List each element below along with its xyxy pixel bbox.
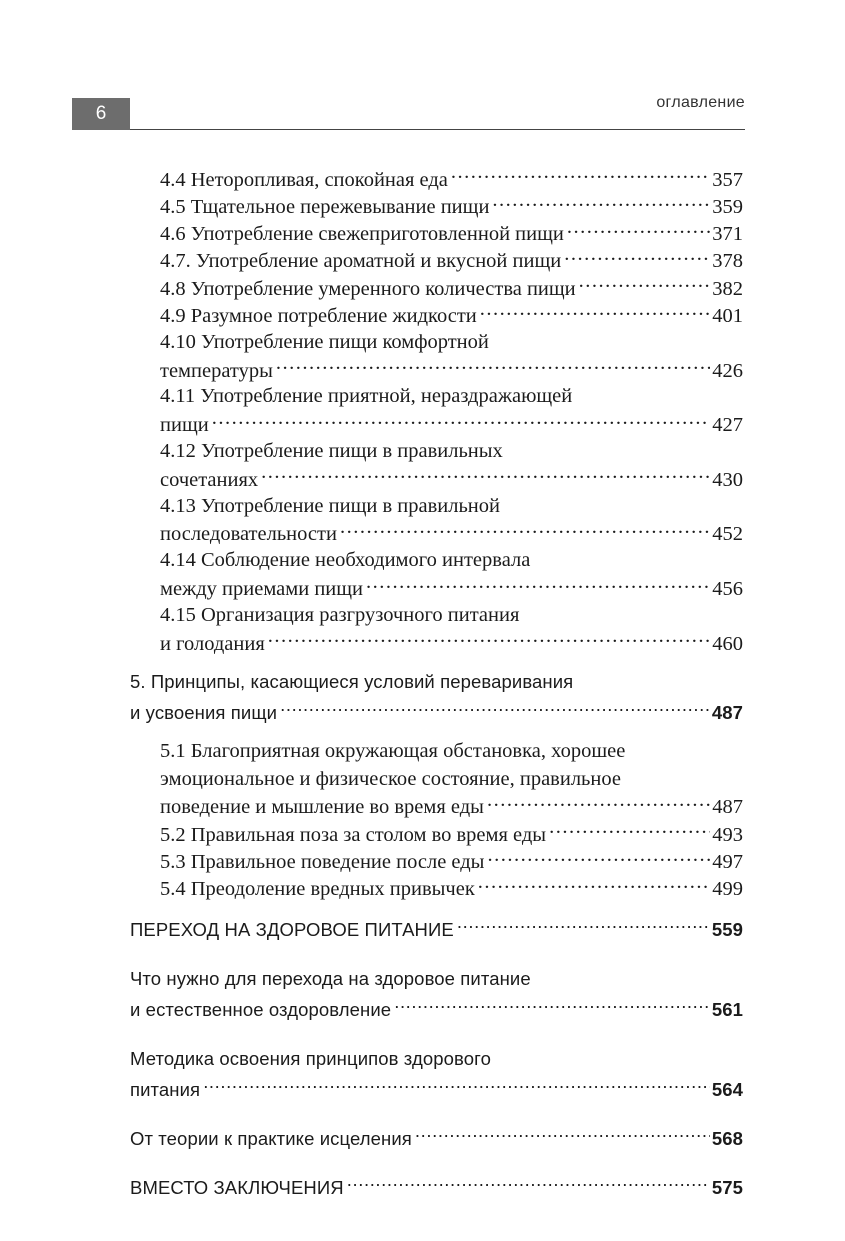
toc-entry-title: 5.2 Правильная поза за столом во время еды (160, 823, 547, 846)
toc-section-title-line: и усвоения пищи (130, 702, 278, 724)
dot-leader (276, 356, 710, 377)
toc-section-title-line: Что нужно для перехода на здоровое питание (130, 968, 531, 990)
toc-entry-title-line: и голодания (160, 632, 265, 655)
toc-entry-title-line: 5.1 Благоприятная окружающая обстановка, хорошее (160, 740, 626, 763)
toc-entry-page: 426 (712, 359, 743, 382)
toc-entry (130, 274, 743, 301)
toc-entry-title-line: сочетаниях (160, 468, 259, 491)
dot-leader (212, 411, 711, 432)
toc-entry (130, 493, 743, 548)
toc-entry-page: 378 (712, 250, 743, 273)
toc-entry-title-line: 4.11 Употребление приятной, нераздражающей (160, 385, 573, 408)
toc-entry-title: 4.9 Разумное потребление жидкости (160, 304, 477, 327)
toc-entry (130, 301, 743, 328)
toc-section-title: От теории к практике исцеления (130, 1128, 412, 1150)
toc-entry-title: 4.8 Употребление умеренного количества пищи (160, 277, 576, 300)
dot-leader (549, 820, 710, 841)
toc-entry-page: 371 (712, 223, 743, 246)
toc-entry-title: 4.6 Употребление свежеприготовленной пищи (160, 223, 564, 246)
toc-entry (130, 848, 743, 875)
toc-section-page: 564 (711, 1079, 743, 1101)
toc-entry-page: 430 (712, 468, 743, 491)
toc-entry-page: 452 (712, 523, 743, 546)
dot-leader (261, 465, 710, 486)
toc-section-title-line: Методика освоения принципов здорового (130, 1048, 491, 1070)
dot-leader (564, 247, 710, 268)
toc-section-title-line: 5. Принципы, касающиеся условий переваривания (130, 671, 574, 693)
toc-entry-page: 401 (712, 304, 743, 327)
toc-entry-title: 5.3 Правильное поведение после еды (160, 851, 485, 874)
dot-leader (347, 1176, 710, 1195)
header-rule (130, 129, 745, 130)
toc-section-page: 487 (711, 702, 743, 724)
toc-section (130, 963, 743, 1025)
toc-section (130, 1043, 743, 1105)
dot-leader (415, 1127, 710, 1146)
toc-entry-page: 460 (712, 632, 743, 655)
toc-entry-title-line: температуры (160, 359, 273, 382)
toc-entry-title-line: поведение и мышление во время еды (160, 796, 484, 819)
toc-entry-page: 357 (712, 168, 743, 191)
toc-entry (130, 547, 743, 602)
dot-leader (457, 918, 710, 937)
toc-entry-title: 4.4 Неторопливая, спокойная еда (160, 168, 448, 191)
toc-entry-page: 493 (712, 823, 743, 846)
toc-section-title: ВМЕСТО ЗАКЛЮЧЕНИЯ (130, 1177, 344, 1199)
toc-entry-title-line: между приемами пищи (160, 577, 364, 600)
toc-section-page: 575 (711, 1177, 743, 1199)
dot-leader (579, 274, 711, 295)
dot-leader (487, 793, 710, 814)
toc-section (130, 1172, 743, 1203)
toc-entry-page: 427 (712, 414, 743, 437)
toc-entry-title-line: 4.15 Организация разгрузочного питания (160, 603, 520, 626)
dot-leader (268, 629, 710, 650)
dot-leader (451, 165, 710, 186)
toc-entry-page: 487 (712, 796, 743, 819)
toc-section-title-line: питания (130, 1079, 201, 1101)
toc-entry-page: 497 (712, 851, 743, 874)
dot-leader (567, 220, 710, 241)
dot-leader (478, 875, 710, 896)
running-head: оглавление (656, 94, 745, 111)
toc-section-page: 568 (711, 1128, 743, 1150)
dot-leader (280, 701, 710, 720)
toc-section-page: 561 (711, 999, 743, 1021)
toc-entry-title-line: 4.10 Употребление пищи комфортной (160, 330, 489, 353)
toc-entry (130, 329, 743, 384)
table-of-contents (130, 165, 743, 1203)
dot-leader (394, 998, 710, 1017)
toc-entry-title-line: последовательности (160, 523, 337, 546)
toc-entry-title: 5.4 Преодоление вредных привычек (160, 878, 475, 901)
toc-entry-page: 359 (712, 195, 743, 218)
toc-entry (130, 438, 743, 493)
toc-entry-title-line: 4.12 Употребление пищи в правильных (160, 439, 503, 462)
toc-entry (130, 383, 743, 438)
toc-entry (130, 220, 743, 247)
dot-leader (480, 301, 710, 322)
dot-leader (492, 192, 710, 213)
toc-entry (130, 875, 743, 902)
toc-section-page: 559 (711, 919, 743, 941)
toc-entry-title: 4.5 Тщательное пережевывание пищи (160, 195, 490, 218)
toc-entry-title-line: эмоциональное и физическое состояние, правильное (160, 767, 621, 790)
toc-section (130, 914, 743, 945)
toc-entry (130, 738, 743, 820)
toc-entry-title-line: пищи (160, 414, 209, 437)
toc-entry-title-line: 4.13 Употребление пищи в правильной (160, 494, 501, 517)
toc-entry-page: 456 (712, 577, 743, 600)
toc-section (130, 1123, 743, 1154)
dot-leader (487, 848, 710, 869)
toc-section-title-line: и естественное оздоровление (130, 999, 392, 1021)
dot-leader (366, 574, 710, 595)
dot-leader (340, 520, 710, 541)
toc-entry-page: 499 (712, 878, 743, 901)
toc-entry (130, 165, 743, 192)
dot-leader (203, 1078, 710, 1097)
toc-section-title: ПЕРЕХОД НА ЗДОРОВОЕ ПИТАНИЕ (130, 919, 454, 941)
toc-entry-title: 4.7. Употребление ароматной и вкусной пищи (160, 250, 562, 273)
toc-entry-title-line: 4.14 Соблюдение необходимого интервала (160, 549, 531, 572)
toc-entry (130, 247, 743, 274)
toc-entry (130, 192, 743, 219)
toc-entry (130, 820, 743, 847)
page-number: 6 (72, 98, 130, 130)
toc-entry-page: 382 (712, 277, 743, 300)
toc-section (130, 666, 743, 728)
toc-entry (130, 602, 743, 657)
